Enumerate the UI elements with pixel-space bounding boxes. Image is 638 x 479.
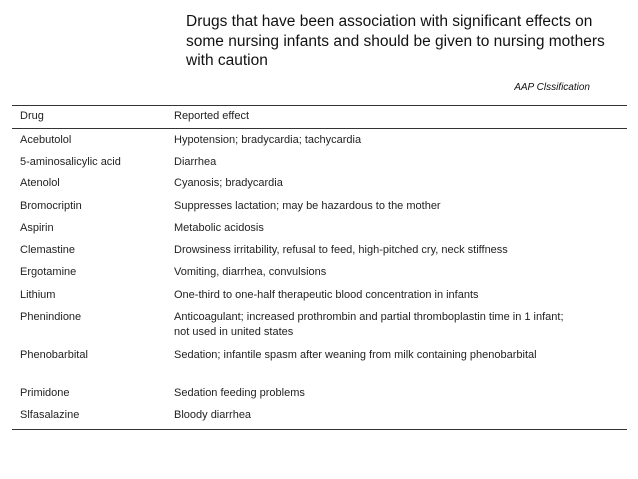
table-row-effect: Vomiting, diarrhea, convulsions [174, 266, 327, 278]
table-row-effect: Sedation; infantile spasm after weaning from milk containing phenobarbital [174, 349, 537, 361]
table-top-rule [12, 105, 627, 106]
table-row-effect-continued: not used in united states [174, 326, 294, 338]
table-bottom-rule [12, 429, 627, 430]
table-row-drug: Bromocriptin [20, 200, 82, 212]
table-row-effect: Cyanosis; bradycardia [174, 177, 283, 189]
table-header-rule [12, 128, 627, 129]
table-row-drug: Clemastine [20, 244, 76, 256]
table-row-drug: Aspirin [20, 222, 54, 234]
header-drug: Drug [20, 110, 44, 122]
table-row-effect: One-third to one-half therapeutic blood concentration in infants [174, 289, 479, 301]
title-line-2: some nursing infants and should be given to nursing mothers [186, 32, 605, 50]
table-row-drug: 5-aminosalicylic acid [20, 156, 121, 168]
title-line-3: with caution [186, 52, 268, 69]
slide-title [186, 12, 616, 71]
table-row-effect: Sedation feeding problems [174, 387, 305, 399]
table-row-drug: Slfasalazine [20, 409, 80, 421]
title-line-1: Drugs that have been association with significant effects on [186, 13, 593, 30]
table-row-effect: Anticoagulant; increased prothrombin and partial thromboplastin time in 1 infant; [174, 311, 564, 323]
table-row-drug: Acebutolol [20, 134, 72, 146]
table-row-drug: Atenolol [20, 177, 60, 189]
table-row-drug: Ergotamine [20, 266, 77, 278]
header-reported-effect: Reported effect [174, 110, 250, 122]
table-row-drug: Phenindione [20, 311, 82, 323]
table-row-effect: Drowsiness irritability, refusal to feed, high-pitched cry, neck stiffness [174, 244, 508, 256]
table-row-effect: Bloody diarrhea [174, 409, 252, 421]
table-row-effect: Metabolic acidosis [174, 222, 264, 234]
table-row-drug: Primidone [20, 387, 70, 399]
table-row-drug: Phenobarbital [20, 349, 88, 361]
classification-note: AAP Clssification [514, 82, 590, 93]
table-row-effect: Suppresses lactation; may be hazardous to the mother [174, 200, 441, 212]
table-row-drug: Lithium [20, 289, 56, 301]
table-row-effect: Hypotension; bradycardia; tachycardia [174, 134, 362, 146]
table-row-effect: Diarrhea [174, 156, 217, 168]
